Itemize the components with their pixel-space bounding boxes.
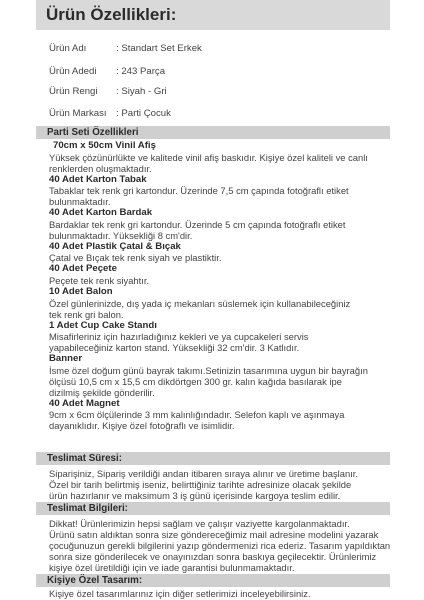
party-set-items: [49, 140, 394, 431]
delivery-info-text: Dikkat! Ürünlerimizin hepsi sağlam ve çalışır vaziyette kargolanmaktadır. Ürünü satın aldıktan sonra size göndereceğimiz mail adresine modelini yazarak çocuğunuzun gerekli bilgilerini yazıp göndermenizi rica ederiz. Tasarım yapıldıktan sonra size gönderilecek ve onayınızdan sonra baskıya geçilecektir. Ürünlerimiz kişiye özel üretildiği için ve iade garantisi bulunmamaktadır.: [49, 518, 391, 573]
spec-row-product-brand: [49, 108, 171, 119]
item-title: 40 Adet Magnet: [49, 397, 120, 409]
spec-value: : Standart Set Erkek: [116, 43, 202, 54]
item-title: 40 Adet Karton Bardak: [49, 207, 153, 219]
page-title-bar: [36, 0, 390, 30]
item-title: 40 Adet Karton Tabak: [49, 173, 147, 185]
custom-design-text: Kişiye özel tasarımlarınız için diğer setlerimizi inceleyebilirsiniz.: [49, 588, 311, 599]
item-text: Özel günlerinizde, dış yada iç mekanları süslemek için kullanabileceğiniz tek renk gri balon.: [49, 297, 351, 320]
item-text: Çatal ve Bıçak tek renk siyah ve plastiktir.: [49, 252, 222, 264]
page-title: Ürün Özellikleri:: [46, 5, 177, 24]
spec-label: Ürün Markası: [49, 108, 107, 119]
item-title: 70cm x 50cm Vinil Afiş: [53, 140, 156, 151]
section-heading-delivery-time: Teslimat Süresi:: [36, 452, 390, 465]
spec-value: : Siyah - Gri: [116, 86, 167, 97]
delivery-info-text-block: [49, 518, 394, 573]
delivery-time-text-block: [49, 468, 394, 501]
item-text: Tabaklar tek renk gri kartondur. Üzerinde 7,5 cm çapında fotoğraflı etiket bulunmaktadır.: [49, 185, 349, 208]
custom-design-text-block: [49, 588, 394, 599]
item-title: 10 Adet Balon: [49, 285, 113, 297]
item-text: İsme özel doğum günü bayrak takımı.Setinizin tasarımına uygun bir bayrağın ölçüsü 10,5 cm x 15,5 cm dikdörtgen 300 gr. kalın kağıda basılarak ipe dizilmiş şekilde gönderilir.: [49, 364, 368, 398]
item-title: 40 Adet Peçete: [49, 263, 117, 275]
spec-row-product-color: [49, 86, 167, 97]
spec-label: Ürün Adı: [49, 43, 87, 54]
item-title: 1 Adet Cup Cake Standı: [49, 319, 157, 331]
item-text: Misafirleriniz için hazırladığınız kekleri ve ya cupcakeleri servis yapabileceğiniz karton stand. Yüksekliği 32 cm'dir. 3 Katlıdır.: [49, 331, 309, 354]
section-heading-custom-design: Kişiye Özel Tasarım:: [36, 574, 390, 587]
item-text: Peçete tek renk siyahtır.: [49, 274, 150, 286]
spec-value: : Parti Çocuk: [116, 108, 171, 119]
item-text: 9cm x 6cm ölçülerinde 3 mm kalınlığındadır. Selefon kaplı ve aşınmaya dayanıklıdır. Kişiye özel fotoğraflı ve isimlidir.: [49, 409, 345, 432]
spec-label: Ürün Adedi: [49, 66, 97, 77]
spec-row-product-count: [49, 66, 165, 77]
section-heading-delivery-info: Teslimat Bilgileri:: [36, 502, 390, 515]
item-title: Banner: [49, 353, 83, 365]
spec-row-product-name: [49, 43, 202, 54]
spec-value: : 243 Parça: [116, 66, 166, 77]
spec-label: Ürün Rengi: [49, 86, 98, 97]
item-text: Bardaklar tek renk gri kartondur. Üzerinde 5 cm çapında fotoğraflı etiket bulunmaktadır. Yüksekliği 8 cm'dir.: [49, 218, 346, 241]
delivery-time-text: Siparişiniz, Sipariş verildiği andan itibaren sıraya alınır ve üretime başlanır. Özel bir tarih belirtmiş iseniz, belirttiğiniz tarihte adresinize olacak şekilde ürün hazırlanır ve maksimum 3 iş günü içerisinde kargoya teslim edilir.: [49, 468, 358, 501]
item-text: Yüksek çözünürlükte ve kalitede vinil afiş baskıdır. Kişiye özel kaliteli ve canlı renklerden oluşmaktadır.: [49, 151, 368, 174]
item-title: 40 Adet Plastik Çatal & Bıçak: [49, 240, 181, 252]
section-heading-party-set: Parti Seti Özellikleri: [36, 126, 390, 139]
